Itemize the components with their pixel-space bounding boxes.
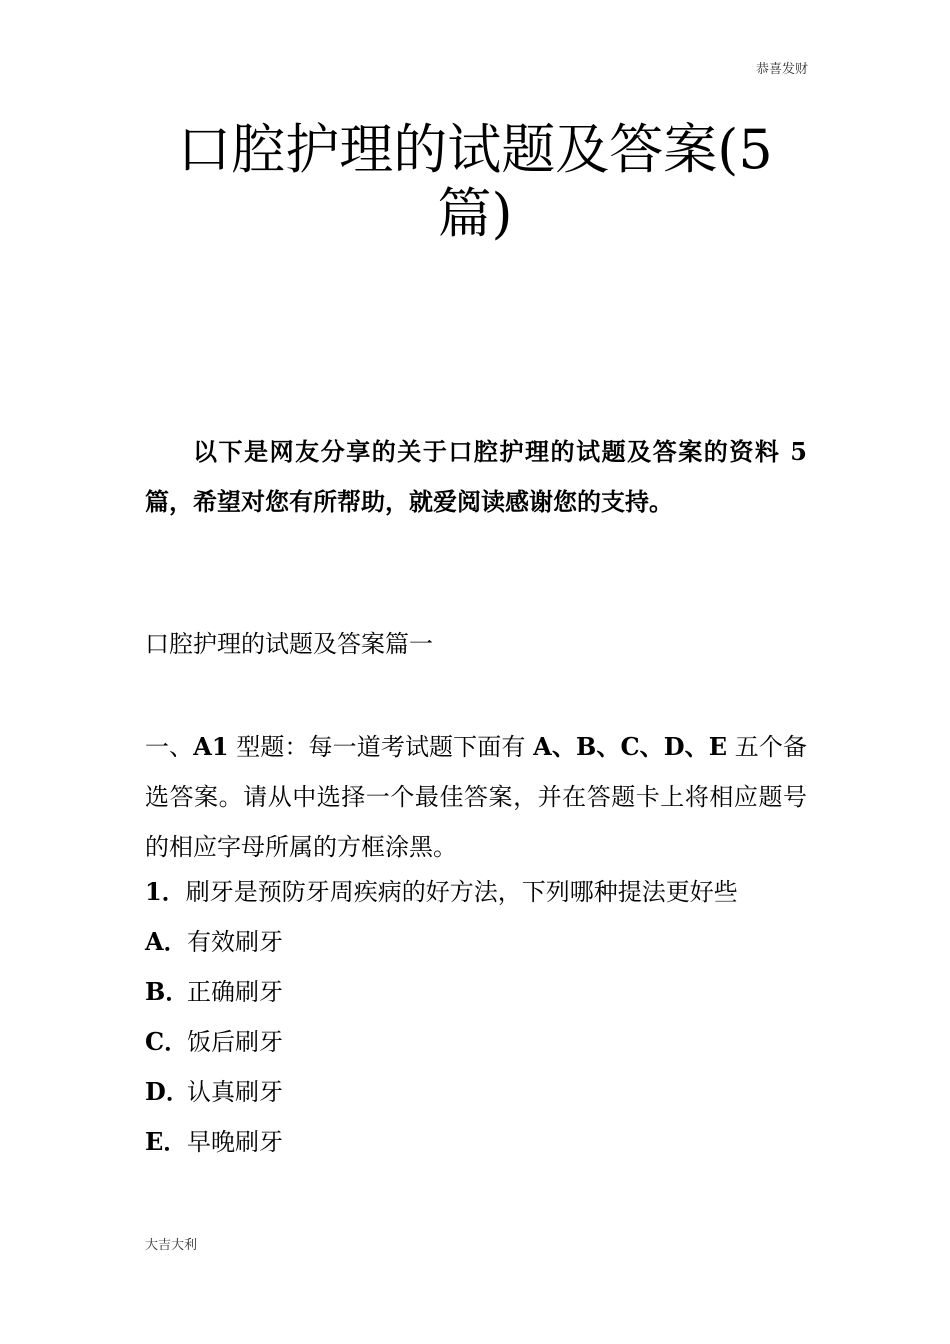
option-b bbox=[145, 972, 807, 1012]
intro-paragraph: 以下是网友分享的关于口腔护理的试题及答案的资料 5 篇，希望对您有所帮助，就爱阅读感谢您的支持。 bbox=[145, 437, 807, 516]
page-footer-note: 大吉大利 bbox=[145, 1238, 198, 1253]
section-heading: 口腔护理的试题及答案篇一 bbox=[145, 630, 433, 658]
question-stem bbox=[145, 872, 807, 912]
instructions-prefix: 一、 bbox=[145, 733, 194, 761]
option-text: 饭后刷牙 bbox=[187, 1028, 283, 1056]
question-text: 刷牙是预防牙周疾病的好方法，下列哪种提法更好些 bbox=[185, 878, 738, 906]
option-text: 早晚刷牙 bbox=[187, 1128, 283, 1156]
question-type-label: A1 bbox=[193, 732, 229, 761]
option-letter: B． bbox=[145, 977, 190, 1006]
question-instructions bbox=[145, 722, 807, 872]
option-a bbox=[145, 922, 807, 962]
options-label: A、B、C、D、E bbox=[533, 732, 728, 761]
document-title: 口腔护理的试题及答案(5篇) bbox=[177, 118, 773, 245]
option-c bbox=[145, 1022, 807, 1062]
instructions-text-1: 型题：每一道考试题下面有 bbox=[228, 733, 534, 761]
page-header-note: 恭喜发财 bbox=[755, 62, 808, 77]
option-letter: A． bbox=[145, 927, 188, 956]
instructions-text-2: 五个备选答案。请从中选择一个最佳答案，并在答题卡上将相应题号的相应字母所属的方框涂黑。 bbox=[145, 733, 808, 861]
option-letter: C． bbox=[145, 1027, 189, 1056]
option-letter: D． bbox=[145, 1077, 190, 1106]
question-number: 1． bbox=[145, 877, 186, 906]
option-text: 正确刷牙 bbox=[187, 978, 283, 1006]
option-letter: E． bbox=[145, 1127, 188, 1156]
option-text: 有效刷牙 bbox=[187, 928, 283, 956]
option-text: 认真刷牙 bbox=[187, 1078, 283, 1106]
option-e bbox=[145, 1122, 807, 1162]
option-d bbox=[145, 1072, 807, 1112]
